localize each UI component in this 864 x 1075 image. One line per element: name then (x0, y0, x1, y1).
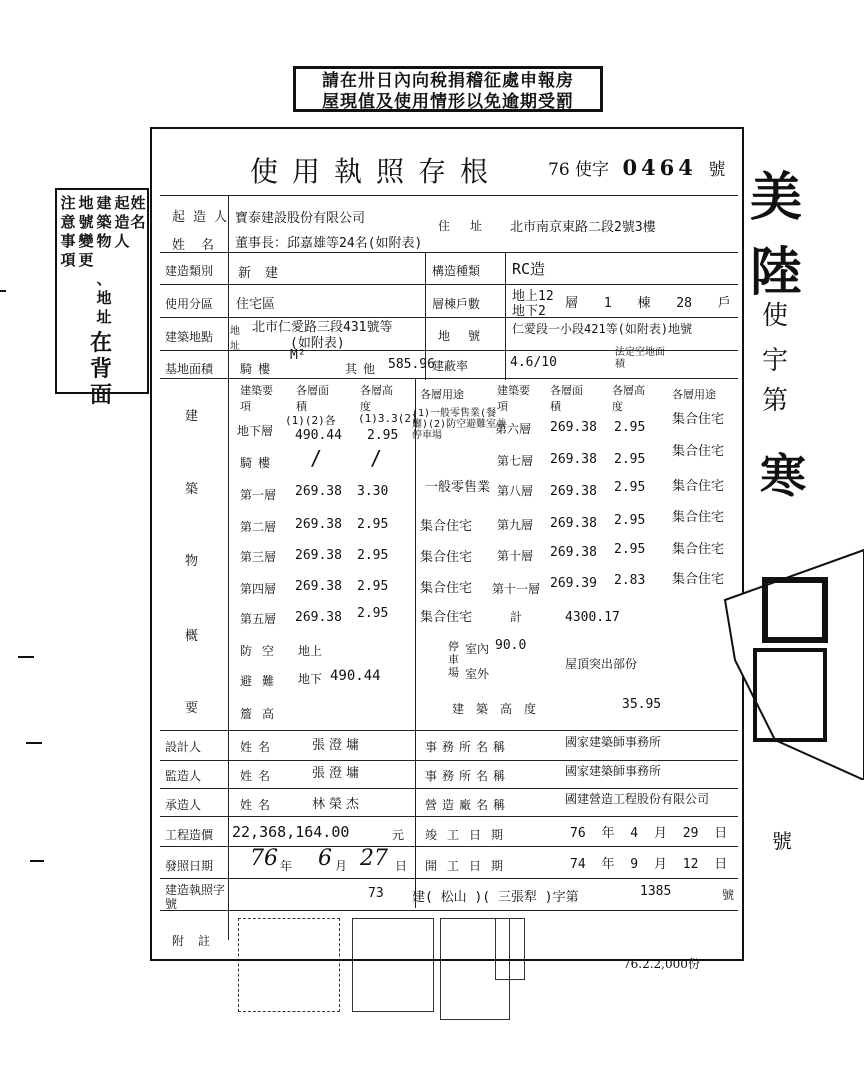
notice-line-2: 屋現值及使用情形以免逾期受罰 (322, 92, 574, 112)
number-suffix: 號 (708, 160, 726, 180)
number-num: 0464 (622, 155, 697, 180)
issue-label: 發照日期 (165, 859, 214, 873)
fl-use: 集合住宅 (420, 519, 473, 534)
grid-line (228, 195, 229, 940)
struct-label: 構造種類 (432, 264, 481, 278)
area-label: 基地面積 (165, 362, 214, 376)
people-role: 承造人 (165, 798, 202, 812)
fr-area: 269.38 (550, 545, 597, 560)
grid-line (160, 846, 738, 847)
people-role: 監造人 (165, 769, 202, 783)
side-col-2: 地號變更 (78, 194, 94, 269)
fl-pre: (1)(2)各 (285, 414, 336, 427)
bh-value: 35.95 (622, 697, 662, 712)
print-info: 76.2.2,000份 (623, 957, 700, 971)
side-col-5: 起造人 (114, 194, 130, 250)
fr-height: 2.95 (614, 480, 646, 495)
fl-use: (1)一般零售業(餐廳)(2)防空避難室兼停車場 (412, 408, 507, 441)
fr-use: 集合住宅 (672, 572, 725, 587)
eave-label: 簷高 (240, 707, 285, 721)
fl-height: 2.95 (357, 606, 389, 621)
issue-year: 76 (250, 846, 278, 871)
floors-label: 層棟戶數 (432, 297, 481, 311)
lot-value: 仁愛段一小段421等(如附表)地號 (512, 322, 693, 336)
grid-line (160, 730, 738, 731)
edge-frag-2: 陸 (750, 242, 803, 303)
builder-value: 寶泰建設股份有限公司 (235, 211, 366, 226)
fl-use: 集合住宅 (420, 550, 473, 565)
evac-label: 避難 (240, 674, 285, 688)
lot-label: 地號 (438, 329, 499, 343)
fl-area: 269.38 (295, 484, 342, 499)
fl-use: 集合住宅 (420, 610, 473, 625)
other-value: 585.96 (388, 357, 435, 372)
arcade-label: 騎樓 (240, 362, 277, 376)
people-office-label: 營造廠名稱 (425, 798, 511, 812)
issue-day: 27 (360, 846, 388, 871)
grid-line (160, 378, 738, 379)
notice-line-1: 請在卅日內向稅捐稽征處申報房 (322, 71, 574, 91)
zone-value: 住宅區 (236, 297, 276, 312)
fl-name: 第二層 (240, 520, 277, 534)
fr-area: 269.38 (550, 484, 597, 499)
remark-label: 附註 (172, 934, 225, 948)
bh-label: 建築高度 (452, 702, 549, 716)
fr-area: 4300.17 (565, 610, 620, 625)
parking-in-value: 90.0 (495, 638, 527, 653)
issue-month: 6 (318, 846, 332, 871)
edge-frag-3: 使 (762, 301, 789, 331)
people-name-label: 姓名 (240, 769, 277, 783)
fr-area: 269.38 (550, 420, 597, 435)
permit-suffix: 號 (722, 888, 735, 902)
seal-box-4 (495, 918, 525, 980)
grid-line (160, 317, 738, 318)
parking-out: 室外 (465, 667, 490, 681)
fl-name: 第四層 (240, 582, 277, 596)
fh-use-2: 各層用途 (672, 388, 716, 401)
margin-tick (18, 656, 34, 658)
edge-frag-1: 美 (750, 167, 803, 228)
fl-area: / (310, 446, 323, 470)
roof-label: 屋頂突出部份 (565, 657, 638, 671)
addr-label: 住址 (438, 219, 503, 233)
number-year: 76 (548, 160, 570, 180)
fl-name: 第三層 (240, 550, 277, 564)
fr-name: 第六層 (495, 422, 532, 436)
people-office-label: 事務所名稱 (425, 740, 511, 754)
fr-name: 計 (510, 610, 523, 624)
seal-box-1 (238, 918, 340, 1012)
fr-height: 2.95 (614, 420, 646, 435)
fr-height: 2.83 (614, 573, 646, 588)
fl-use: 一般零售業 (425, 480, 491, 495)
legal-open-label: 法定空地面積 (615, 347, 665, 370)
other-label: 其他 (345, 362, 382, 376)
fr-use: 集合住宅 (672, 479, 725, 494)
fl-area: 269.38 (295, 610, 342, 625)
grid-line (160, 788, 738, 789)
zone-label: 使用分區 (165, 297, 214, 311)
cost-label: 工程造價 (165, 828, 214, 842)
issue-d-char: 日 (395, 859, 408, 873)
permit-label: 建造執照字號 (165, 883, 226, 911)
fr-height: 2.95 (614, 542, 646, 557)
fl-area: 269.38 (295, 548, 342, 563)
name-label: 姓名 (172, 238, 231, 253)
grid-line (160, 195, 738, 196)
fh-item-2: 建築要項 (497, 384, 530, 413)
parking-in: 室內 (465, 642, 490, 656)
floors-count: 層 1 棟 28 戶 (565, 296, 731, 311)
fh-height: 各層高度 (360, 384, 393, 413)
people-office-label: 事務所名稱 (425, 769, 511, 783)
fr-height: 2.95 (614, 452, 646, 467)
done-value: 76 年 4 月 29 日 (570, 826, 728, 841)
margin-tick (30, 860, 44, 862)
issue-y-char: 年 (280, 859, 293, 873)
done-label: 竣工日期 (425, 828, 514, 842)
grid-line (160, 816, 738, 817)
type-label: 建造類別 (165, 264, 214, 278)
fl-name: 第五層 (240, 612, 277, 626)
margin-tick (0, 290, 6, 292)
builder-label: 起造人 (172, 210, 236, 225)
fh-area-2: 各層面積 (550, 384, 583, 413)
side-col-4: 、地址 (96, 270, 112, 326)
form-title: 使用執照存根 (250, 155, 503, 188)
fl-name: 地下層 (237, 424, 274, 438)
grid-line (160, 878, 738, 879)
bld-label-5: 要 (185, 701, 199, 716)
edge-frag-4: 宇 (762, 346, 789, 376)
parking-label: 停車場 (448, 640, 459, 679)
permit-num: 1385 (640, 884, 672, 899)
side-col-3: 建築物 (96, 194, 112, 250)
people-office: 國家建築師事務所 (565, 735, 662, 749)
bld-label-3: 物 (185, 554, 199, 569)
margin-tick (26, 742, 42, 744)
fr-name: 第八層 (497, 484, 534, 498)
fl-pre2: (1)3.3(2) (358, 412, 418, 425)
fh-use: 各層用途 (420, 388, 464, 401)
edge-frag-5: 第 (762, 386, 789, 416)
fr-name: 第九層 (497, 518, 534, 532)
fr-use: 集合住宅 (672, 510, 725, 525)
fl-height: 2.95 (357, 517, 389, 532)
seal-box-2 (352, 918, 434, 1012)
far-label: 建蔽率 (432, 359, 469, 373)
fh-height-2: 各層高度 (612, 384, 645, 413)
fl-height: 3.30 (357, 484, 389, 499)
people-name: 張澄墉 (312, 766, 364, 781)
fr-use: 集合住宅 (672, 444, 725, 459)
grid-line (160, 910, 738, 911)
fr-area: 269.38 (550, 516, 597, 531)
people-name: 張澄墉 (312, 738, 364, 753)
floors-below: 地下2 (512, 304, 546, 319)
grid-line (415, 378, 416, 908)
permit-number (548, 155, 725, 180)
fl-height: 2.95 (357, 548, 389, 563)
side-trailing: 在背面 (90, 330, 113, 408)
grid-line (505, 252, 506, 380)
site-value: 北市仁愛路三段431號等 (252, 320, 393, 335)
people-office: 國建營造工程股份有限公司 (565, 792, 710, 806)
people-name: 林榮杰 (312, 797, 364, 812)
number-char: 使字 (575, 160, 610, 180)
people-office: 國家建築師事務所 (565, 764, 662, 778)
side-col-1: 注意事項 (60, 194, 76, 269)
shelter-up: 地上 (298, 644, 323, 658)
grid-line (160, 252, 738, 253)
bld-label-2: 築 (185, 482, 199, 497)
permit-year: 73 (368, 886, 384, 901)
site-label: 建築地點 (165, 330, 214, 344)
addr-value: 北市南京東路二段2號3樓 (510, 220, 656, 235)
fl-name: 騎樓 (240, 456, 277, 470)
people-role: 設計人 (165, 740, 202, 754)
edge-frag-6: 寒 (760, 449, 806, 503)
site-note: (如附表) (290, 336, 345, 351)
cost-value: 22,368,164.00 (232, 823, 350, 841)
type-value: 新建 (238, 266, 293, 281)
grid-line (160, 284, 738, 285)
fl-height: / (370, 446, 383, 470)
floors-above: 地上12 (512, 289, 554, 304)
shelter-down-value: 490.44 (330, 668, 381, 684)
people-name-label: 姓名 (240, 798, 277, 812)
fr-name: 第十一層 (492, 582, 541, 596)
far-value: 4.6/10 (510, 355, 557, 370)
start-label: 開工日期 (425, 859, 514, 873)
edge-frag-7: 號 (772, 829, 792, 853)
fr-name: 第七層 (497, 454, 534, 468)
people-name-label: 姓名 (240, 740, 277, 754)
fh-area: 各層面積 (296, 384, 329, 413)
fr-height: 2.95 (614, 513, 646, 528)
torn-seal-graphic (655, 540, 864, 780)
notice-stamp (293, 66, 603, 112)
fr-area: 269.39 (550, 576, 597, 591)
fr-name: 第十層 (497, 549, 534, 563)
bld-label-4: 概 (185, 629, 199, 644)
fl-height: 2.95 (367, 428, 399, 443)
fh-item: 建築要項 (240, 384, 273, 413)
builder-rep: 董事長：邱嘉雄等24名(如附表) (235, 236, 423, 251)
fl-height: 2.95 (357, 579, 389, 594)
arcade-unit: M² (290, 348, 306, 363)
grid-line (160, 760, 738, 761)
shelter-label: 防空 (240, 644, 285, 658)
fr-use: 集合住宅 (672, 542, 725, 557)
fr-area: 269.38 (550, 452, 597, 467)
side-col-6: 姓名 (130, 194, 146, 231)
fl-area: 269.38 (295, 517, 342, 532)
shelter-down: 地下 (298, 672, 323, 686)
fl-area: 269.38 (295, 579, 342, 594)
fl-name: 第一層 (240, 488, 277, 502)
cost-unit: 元 (392, 828, 405, 842)
start-value: 74 年 9 月 12 日 (570, 857, 728, 872)
struct-value: RC造 (512, 260, 546, 278)
bld-label-1: 建 (185, 409, 199, 424)
fr-use: 集合住宅 (672, 412, 725, 427)
fl-use: 集合住宅 (420, 581, 473, 596)
fl-area: 490.44 (295, 428, 342, 443)
permit-text: 建( 松山 )( 三張犁 )字第 (412, 890, 579, 905)
site-sub-label: 地址 (230, 326, 240, 352)
issue-m-char: 月 (335, 859, 348, 873)
